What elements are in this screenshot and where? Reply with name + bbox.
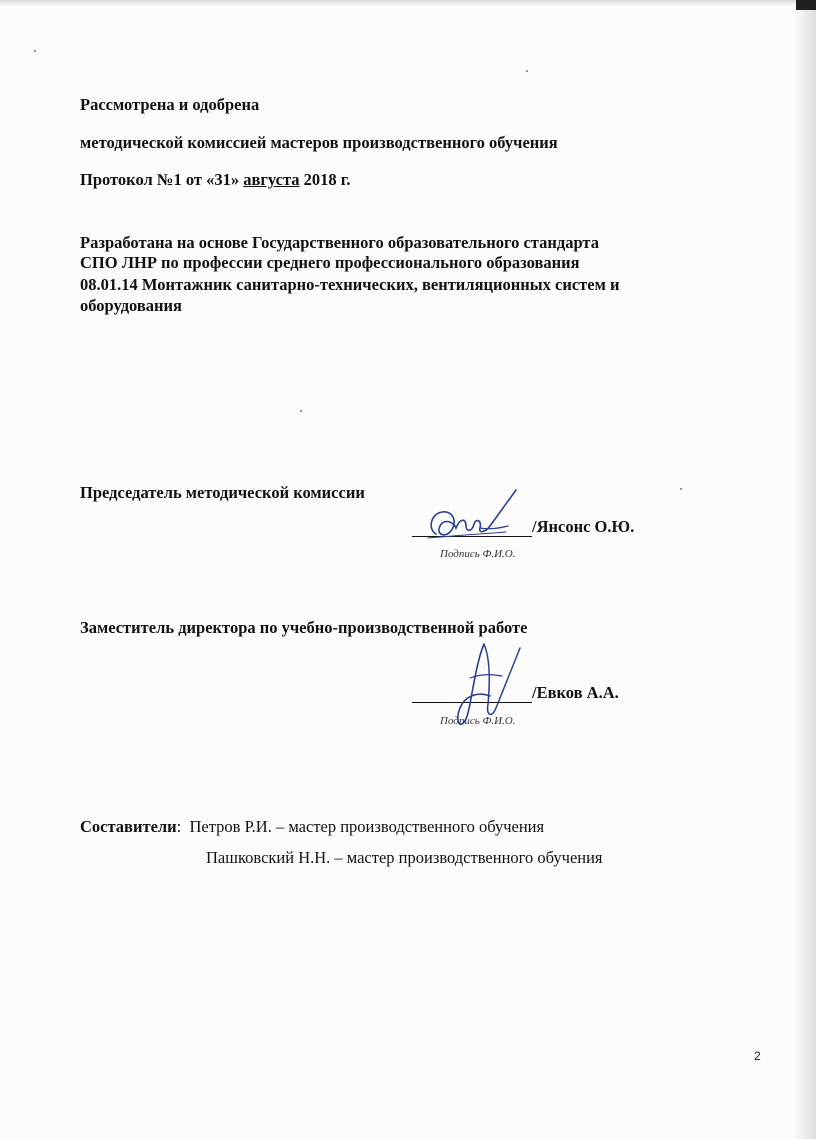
compiler-second: Пашковский Н.Н. – мастер производственного обучения bbox=[206, 848, 603, 867]
basis-line-1: Разработана на основе Государственного образовательного стандарта bbox=[80, 233, 599, 252]
compiler-first: Петров Р.И. – мастер производственного обучения bbox=[189, 817, 545, 836]
deputy-signature-icon bbox=[440, 638, 530, 728]
approval-line-1: Рассмотрена и одобрена bbox=[80, 95, 260, 114]
chairman-signature-caption: Подпись Ф.И.О. bbox=[440, 548, 516, 560]
deputy-name: /Евков А.А. bbox=[532, 683, 619, 702]
deputy-signature-caption: Подпись Ф.И.О. bbox=[440, 715, 516, 727]
scan-corner-mark bbox=[796, 0, 816, 10]
protocol-prefix: Протокол №1 от «31» bbox=[80, 170, 244, 189]
basis-line-4: оборудования bbox=[80, 296, 182, 315]
scan-shadow-top bbox=[0, 0, 816, 6]
basis-line-2: СПО ЛНР по профессии среднего профессионального образования bbox=[80, 253, 580, 272]
chairman-title: Председатель методической комиссии bbox=[80, 483, 365, 502]
scan-speck bbox=[34, 50, 36, 52]
scan-speck bbox=[526, 70, 528, 72]
compilers-colon: : bbox=[176, 817, 182, 836]
compilers-label: Составители bbox=[80, 817, 177, 836]
protocol-suffix: 2018 г. bbox=[299, 170, 351, 189]
basis-line-3: 08.01.14 Монтажник санитарно-технических, вентиляционных систем и bbox=[80, 275, 620, 294]
page-number: 2 bbox=[754, 1049, 761, 1063]
scan-speck bbox=[680, 488, 682, 490]
scan-shadow-right bbox=[794, 0, 816, 1139]
compilers-first-line bbox=[80, 817, 544, 837]
chairman-name: /Янсонс О.Ю. bbox=[532, 517, 635, 536]
protocol-line bbox=[80, 170, 351, 190]
chairman-signature-icon bbox=[420, 482, 530, 550]
deputy-title: Заместитель директора по учебно-производственной работе bbox=[80, 618, 528, 637]
scan-speck bbox=[300, 410, 302, 412]
protocol-month: августа bbox=[243, 170, 300, 189]
approval-line-2: методической комиссией мастеров производственного обучения bbox=[80, 133, 558, 152]
